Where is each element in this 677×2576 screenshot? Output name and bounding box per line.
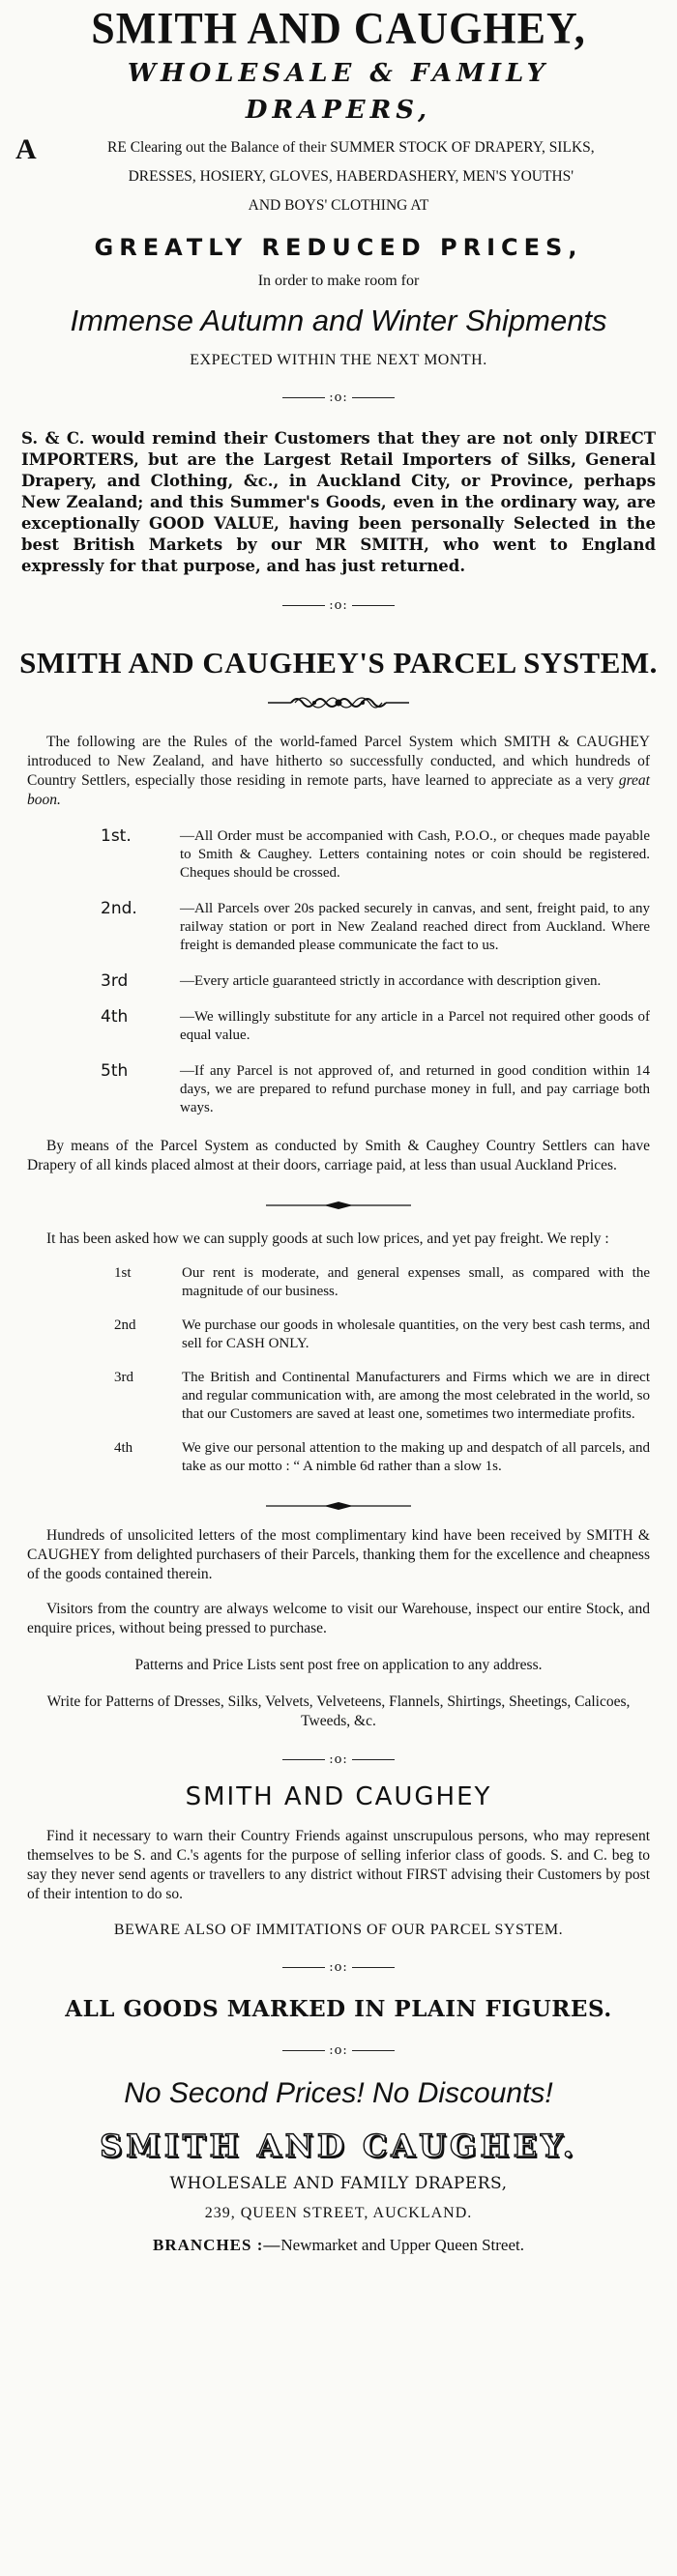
subheading-wholesale: WHOLESALE & FAMILY xyxy=(127,59,550,88)
reply-label: 2nd xyxy=(114,1317,136,1333)
rule-text: —All Parcels over 20s packed securely in canvas, and sent, freight paid, to any railway station or port in New Zealand reached direct from Auckland. Where freight is demanded please communicate the fact to us. xyxy=(180,901,650,953)
drop-cap: A xyxy=(15,133,37,165)
immense-shipments: Immense Autumn and Winter Shipments xyxy=(70,304,607,337)
reply-text: Our rent is moderate, and general expenses small, as compared with the magnitude of our business. xyxy=(182,1265,650,1299)
rule-text: —All Order must be accompanied with Cash, P.O.O., or cheques made payable to Smith & Caughey. Letters containing notes or coin should be registered. Cheques should be crossed. xyxy=(180,828,650,881)
footer-address: 239, QUEEN STREET, AUCKLAND. xyxy=(204,2205,473,2221)
reply-label: 4th xyxy=(114,1440,133,1456)
reply-text: We purchase our goods in wholesale quantities, on the very best cash terms, and sell for CASH ONLY. xyxy=(182,1317,650,1351)
no-second-prices: No Second Prices! No Discounts! xyxy=(124,2077,553,2109)
subheading-drapers: DRAPERS, xyxy=(245,96,432,125)
rule-item xyxy=(27,1062,650,1117)
reply-item xyxy=(27,1317,650,1353)
intro-line-3: AND BOYS' CLOTHING AT xyxy=(248,197,429,214)
reply-item xyxy=(27,1439,650,1476)
section-divider: :o: xyxy=(15,1960,662,1975)
intro-paragraph xyxy=(15,133,662,220)
section-divider: :o: xyxy=(15,2043,662,2058)
all-goods-line: ALL GOODS MARKED IN PLAIN FIGURES. xyxy=(65,1996,612,2022)
rule-label: 2nd. xyxy=(101,899,137,918)
rule-label: 5th xyxy=(101,1061,129,1081)
footer-branches xyxy=(15,2236,662,2255)
branches-text: Newmarket and Upper Queen Street. xyxy=(280,2236,524,2254)
rule-text: —If any Parcel is not approved of, and returned in good condition within 14 days, we are prepared to refund purchase money in full, and pay carriage both ways. xyxy=(180,1063,650,1115)
rule-label: 1st. xyxy=(101,826,132,846)
intro-line-1: RE Clearing out the Balance of their SUMMER STOCK OF DRAPERY, SILKS, xyxy=(107,139,595,156)
section-divider: :o: xyxy=(15,1752,662,1767)
order-text: In order to make room for xyxy=(257,273,420,289)
intro-line-2: DRESSES, HOSIERY, GLOVES, HABERDASHERY, MEN'S YOUTHS' xyxy=(128,168,574,185)
reply-text: We give our personal attention to the making up and despatch of all parcels, and take as our motto : “ A nimble 6d rather than a slow 1s. xyxy=(182,1440,650,1474)
remind-paragraph: S. & C. would remind their Customers that they are not only DIRECT IMPORTERS, but are the Largest Retail Importers of Silks, General Drapery, and Clothing, &c., in Auckland City, or Province, perhaps New Zealand; and this Summer's Goods, even in the ordinary way, are exceptionally GOOD VALUE, having been personally Selected in the best British Markets by our MR SMITH, who went to England expressly for that purpose, and has just returned. xyxy=(21,429,656,575)
visitors-paragraph: Visitors from the country are always welcome to visit our Warehouse, inspect our entire Stock, and enquire prices, without being pressed to purchase. xyxy=(27,1601,650,1636)
reply-label: 3rd xyxy=(114,1370,133,1385)
section-divider: :o: xyxy=(15,391,662,405)
warn-paragraph: Find it necessary to warn their Country Friends against unscrupulous persons, who may represent themselves to be S. and C.'s agents for the purpose of selling inferior class of goods. S. and C. beg to say they never send agents or travellers to any district without FIRST advising their Customers by post of their intention to do so. xyxy=(27,1828,650,1902)
reply-item xyxy=(27,1264,650,1301)
headline-title: SMITH AND CAUGHEY, xyxy=(91,3,586,54)
parcel-system-title: SMITH AND CAUGHEY'S PARCEL SYSTEM. xyxy=(19,646,658,680)
branches-label: BRANCHES :— xyxy=(153,2236,281,2254)
reply-item xyxy=(27,1369,650,1424)
parcel-intro-paragraph: The following are the Rules of the world-famed Parcel System which SMITH & CAUGHEY introduced to New Zealand, and have hitherto so successfully conducted, and which hundreds of Country Settlers, especially those residing in remote parts, have learned to appreciate as a very great boon. xyxy=(27,734,650,808)
smith-and-caughey-heading: SMITH AND CAUGHEY xyxy=(185,1782,492,1811)
parcel-means-paragraph: By means of the Parcel System as conducted by Smith & Caughey Country Settlers can have Drapery of all kinds placed almost at their doors, carriage paid, at less than usual Auckland Prices. xyxy=(27,1138,650,1173)
hundreds-paragraph: Hundreds of unsolicited letters of the most complimentary kind have been received by SMITH & CAUGHEY from delighted purchasers of their Parcels, thanking them for the excellence and cheapness of the goods contained therein. xyxy=(27,1527,650,1582)
patterns-line: Patterns and Price Lists sent post free on application to any address. xyxy=(134,1657,543,1673)
rule-label: 3rd xyxy=(101,971,129,991)
expected-text: EXPECTED WITHIN THE NEXT MONTH. xyxy=(190,352,487,368)
greatly-reduced-prices: GREATLY REDUCED PRICES, xyxy=(94,234,583,261)
rule-item xyxy=(27,972,650,991)
rule-text: —We willingly substitute for any article in a Parcel not required other goods of equal value. xyxy=(180,1009,650,1043)
dash-ornament-icon xyxy=(266,1201,411,1210)
footer-wholesale-drapers: WHOLESALE AND FAMILY DRAPERS, xyxy=(169,2174,508,2193)
beware-line: BEWARE ALSO OF IMMITATIONS OF OUR PARCEL SYSTEM. xyxy=(113,1922,564,1938)
section-divider: :o: xyxy=(15,598,662,613)
rule-item xyxy=(27,827,650,883)
asked-paragraph: It has been asked how we can supply goods at such low prices, and yet pay freight. We reply : xyxy=(46,1230,609,1247)
rule-item xyxy=(27,900,650,955)
rule-item xyxy=(27,1008,650,1045)
rule-text: —Every article guaranteed strictly in accordance with description given. xyxy=(180,973,602,989)
ornament-flourish-icon xyxy=(266,692,411,713)
write-line: Write for Patterns of Dresses, Silks, Velvets, Velveteens, Flannels, Shirtings, Sheetings, Calicoes, Tweeds, &c. xyxy=(46,1693,631,1729)
footer-firm-name: SMITH AND CAUGHEY. xyxy=(100,2127,577,2164)
rule-label: 4th xyxy=(101,1007,129,1027)
dash-ornament-icon xyxy=(266,1501,411,1511)
reply-text: The British and Continental Manufacturers and Firms which we are in direct and regular communication with, are among the most celebrated in the world, so that our Customers are saved at least one, sometimes two intermediate profits. xyxy=(182,1370,650,1422)
reply-label: 1st xyxy=(114,1265,132,1281)
